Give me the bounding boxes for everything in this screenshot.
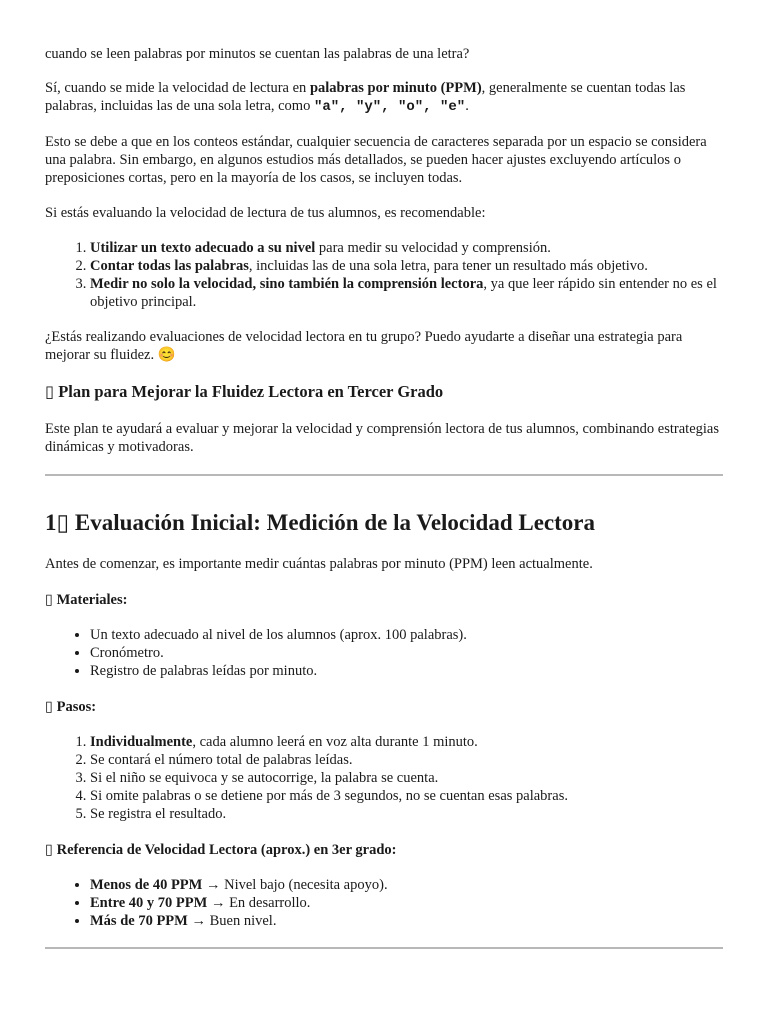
missing-glyph-icon: ▯ (45, 382, 55, 401)
level-text: En desarrollo. (229, 895, 311, 911)
item-bold: Individualmente (90, 734, 193, 750)
item-text: , ya que leer rápido sin entender no es el objetivo principal. (90, 276, 717, 310)
list-item (90, 275, 723, 311)
arrow-icon: → (207, 895, 230, 911)
item-bold: Utilizar un texto adecuado a su nivel (90, 240, 316, 256)
explanation-paragraph: Esto se debe a que en los conteos estándar, cualquier secuencia de caracteres separada por un espacio se considera una palabra. Sin embargo, en algunos estudios más detallados, se pueden hacer ajustes excluyendo artículos o preposiciones cortas, pero en la mayoría de los casos, se incluyen todas. (45, 134, 707, 186)
answer-paragraph (45, 79, 723, 116)
answer-bold: palabras por minuto (PPM) (309, 80, 482, 96)
list-item (90, 894, 723, 912)
materials-label-text: Materiales: (56, 592, 128, 608)
level-text: Buen nivel. (209, 913, 277, 929)
level-text: Nivel bajo (necesita apoyo). (224, 877, 388, 893)
steps-label-text: Pasos: (56, 699, 97, 715)
steps-list (45, 733, 723, 823)
answer-text-mid: , generalmente se cuentan todas las palabras, incluidas las de una sola letra, como (45, 80, 686, 114)
list-item (90, 912, 723, 930)
materials-label (45, 591, 723, 609)
divider (45, 474, 723, 476)
arrow-icon: → (202, 877, 225, 893)
reference-label-text: Referencia de Velocidad Lectora (aprox.) en 3er grado: (56, 842, 397, 858)
list-item (90, 733, 723, 751)
item-text: , cada alumno leerá en voz alta durante 1 minuto. (192, 734, 478, 750)
plan-title: Plan para Mejorar la Fluidez Lectora en Tercer Grado (58, 382, 444, 401)
question-text: cuando se leen palabras por minutos se cuentan las palabras de una letra? (45, 46, 470, 62)
divider (45, 947, 723, 949)
arrow-icon: → (187, 913, 210, 929)
level-bold: Entre 40 y 70 PPM (90, 895, 208, 911)
recommend-paragraph: Si estás evaluando la velocidad de lectura de tus alumnos, es recomendable: (45, 205, 486, 221)
recommendations-list (45, 239, 723, 311)
list-item (90, 876, 723, 894)
section-title: Evaluación Inicial: Medición de la Velocidad Lectora (74, 510, 595, 535)
missing-glyph-icon: ▯ (45, 842, 53, 858)
list-item (90, 257, 723, 275)
reference-label (45, 841, 723, 859)
item-text: para medir su velocidad y comprensión. (315, 240, 551, 256)
list-item (90, 239, 723, 257)
item-text: , incluidas las de una sola letra, para tener un resultado más objetivo. (248, 258, 648, 274)
section-number: 1 (45, 510, 57, 535)
section-heading (45, 509, 723, 537)
list-item: • Registro de palabras leídas por minuto. (90, 662, 723, 680)
list-item: 3. Si el niño se equivoca y se autocorrige, la palabra se cuenta. (90, 769, 723, 787)
answer-text: Sí, cuando se mide la velocidad de lectura en (45, 80, 310, 96)
list-item: 2. Se contará el número total de palabras leídas. (90, 751, 723, 769)
missing-glyph-icon: ▯ (56, 510, 70, 536)
steps-label (45, 698, 723, 716)
item-bold: Contar todas las palabras (90, 258, 249, 274)
materials-list (45, 626, 723, 680)
list-item: • Cronómetro. (90, 644, 723, 662)
plan-description: Este plan te ayudará a evaluar y mejorar la velocidad y comprensión lectora de tus alumnos, combinando estrategias dinámicas y motivadoras. (45, 421, 720, 455)
level-bold: Más de 70 PPM (90, 913, 188, 929)
section-intro: Antes de comenzar, es importante medir cuántas palabras por minuto (PPM) leen actualmente. (45, 556, 593, 572)
offer-paragraph: ¿Estás realizando evaluaciones de velocidad lectora en tu grupo? Puedo ayudarte a diseñar una estrategia para mejorar su fluidez. 😊 (45, 329, 683, 363)
list-item: • Un texto adecuado al nivel de los alumnos (aprox. 100 palabras). (90, 626, 723, 644)
item-bold: Medir no solo la velocidad, sino también la comprensión lectora (90, 276, 484, 292)
answer-text-end: . (465, 98, 469, 114)
list-item: 5. Se registra el resultado. (90, 805, 723, 823)
letters-example: "a", "y", "o", "e" (313, 99, 466, 115)
missing-glyph-icon: ▯ (45, 592, 53, 608)
missing-glyph-icon: ▯ (45, 699, 53, 715)
list-item: 4. Si omite palabras o se detiene por más de 3 segundos, no se cuentan esas palabras. (90, 787, 723, 805)
plan-heading (45, 383, 723, 401)
levels-list (45, 876, 723, 930)
level-bold: Menos de 40 PPM (90, 877, 203, 893)
